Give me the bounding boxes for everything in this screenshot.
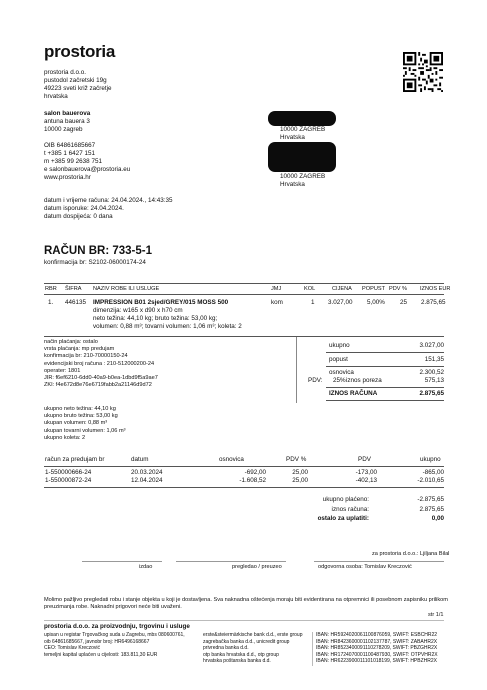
issued-label: izdao xyxy=(139,564,153,570)
delivery-country: Hrvatska xyxy=(280,134,305,141)
col-header: IZNOS EUR xyxy=(420,286,451,292)
col-header: JMJ xyxy=(271,286,282,292)
company-logo: prostoria xyxy=(44,42,115,61)
reviewed-label: pregledao / preuzeo xyxy=(232,564,282,570)
customer-city: 10000 zagreb xyxy=(44,126,83,133)
weight-line: ukupan volumen: 0,88 m³ xyxy=(44,420,108,427)
payment-line: ZKI: f4e672d8e76e6719fabb2a21146d9d72 xyxy=(44,382,152,389)
payment-line: način plaćanja: ostalo xyxy=(44,339,98,345)
weight-line: ukupno neto težina: 44,10 kg xyxy=(44,406,116,412)
customer-block xyxy=(44,110,130,182)
responsible-person: odgovorna osoba: Tomislav Kreczović xyxy=(318,564,412,570)
item-vat: 25 xyxy=(400,299,408,306)
remaining-value: 0,00 xyxy=(431,515,444,522)
due-date: datum dospijeća: 0 dana xyxy=(44,213,113,220)
customer-phone: t +385 1 6427 151 xyxy=(44,150,95,157)
bank-name: zagrebačka banka d.d., unicredit group xyxy=(203,638,290,645)
customer-street: antuna bauera 3 xyxy=(44,118,90,125)
iban-line: IBAN: HR6223900011101018199, SWIFT: HPBZHR2X xyxy=(316,658,437,665)
page-number: str 1/1 xyxy=(428,612,444,618)
prepay-cell: -692,00 xyxy=(244,469,266,476)
payment-line: JIR: f6ef6210-6dd0-40a9-b0ea-1dbd9f5a9ae7 xyxy=(44,375,158,382)
company-signatory: za prostoria d.o.o.: Ljiljana Bilal xyxy=(372,551,450,557)
customer-mobile: m +385 99 2638 751 xyxy=(44,158,102,165)
col-header: KOL xyxy=(304,286,316,292)
delivery-address-2 xyxy=(280,173,325,189)
col-header: POPUST xyxy=(362,286,386,292)
payment-line: konfirmacija br: 210-70000150-24 xyxy=(44,353,128,360)
vat-rate: 25% xyxy=(333,377,346,384)
amount-label: iznos računa: xyxy=(331,506,369,513)
bank-name: otp banka hrvatska d.d., otp group xyxy=(203,651,279,658)
footer-company-info xyxy=(44,632,185,658)
item-code: 446135 xyxy=(65,299,87,306)
summary-label: osnovica xyxy=(329,369,354,376)
customer-email: e salonbauerova@prostoria.eu xyxy=(44,166,131,173)
summary-value: 575,13 xyxy=(424,377,444,384)
prepay-cell: -2.010,65 xyxy=(417,477,444,484)
company-country: hrvatska xyxy=(44,93,68,100)
redacted-name xyxy=(268,111,336,126)
item-name: IMPRESSION B01 2sjed/GREY/015 MOSS 500 xyxy=(93,299,229,306)
customer-name: salon bauerova xyxy=(44,110,91,117)
col-header: NAZIV ROBE ILI USLUGE xyxy=(93,286,160,292)
item-dimensions: dimenzija: w165 x d90 x h70 cm xyxy=(93,307,183,314)
item-price: 3.027,00 xyxy=(328,299,353,306)
prepay-cell: -865,00 xyxy=(422,469,444,476)
bank-name: hrvatska poštanska banka d.d. xyxy=(203,658,271,665)
footer-line: oib 64861685667, javnobr broj: HR6496168667 xyxy=(44,638,150,645)
col-header: PDV xyxy=(358,456,371,463)
col-header: ŠIFRA xyxy=(65,286,82,292)
payment-line: operater: 1801 xyxy=(44,367,81,374)
item-weight: neto težina: 44,10 kg; bruto težina: 53,00 kg; xyxy=(93,315,218,322)
paid-label: ukupno plaćeno: xyxy=(322,496,369,503)
delivery-city: 10000 ZAGREB xyxy=(280,126,326,133)
prepay-cell: 20.03.2024 xyxy=(131,469,163,476)
iban-line: IBAN: HR8423600001102137787, SWIFT: ZABAHR2X xyxy=(316,638,438,645)
prepay-cell: 25,00 xyxy=(292,469,308,476)
amount-value: 2.875,65 xyxy=(419,506,444,513)
qr-code xyxy=(403,52,443,92)
item-unit: kom xyxy=(271,299,283,306)
customer-oib: OIB 64861685667 xyxy=(44,142,96,149)
delivery-country: Hrvatska xyxy=(280,181,305,188)
col-header: PDV % xyxy=(286,456,307,463)
col-header: CIJENA xyxy=(332,286,352,292)
bank-name: privredna banka d.d. xyxy=(203,645,249,652)
col-header: RBR xyxy=(45,286,57,292)
paid-value: -2.875,65 xyxy=(417,496,444,503)
invoice-title: RAČUN BR: 733-5-1 xyxy=(44,245,152,257)
delivery-city: 10000 ZAGREB xyxy=(280,173,326,180)
footer-heading: prostoria d.o.o. za proizvodnju, trgovinu i usluge xyxy=(44,623,190,630)
prepay-cell: -173,00 xyxy=(355,469,377,476)
prepay-cell: 12.04.2024 xyxy=(131,477,163,484)
confirmation-number: konfirmacija br: S2102-06000174-24 xyxy=(44,259,146,266)
total-value: 2.875,65 xyxy=(419,390,444,397)
payment-line: evidencijski broj računa : 210-512000200-24 xyxy=(44,360,155,367)
notice xyxy=(44,597,448,611)
summary-value: 3.027,00 xyxy=(419,342,444,349)
redacted-address xyxy=(268,142,336,172)
item-qty: 1 xyxy=(311,299,315,306)
weight-line: ukupan tovarni volumen: 1,06 m³ xyxy=(44,427,126,434)
prepay-cell: 1-550000666-24 xyxy=(45,469,92,476)
col-header: osnovica xyxy=(219,456,244,463)
summary-value: 151,35 xyxy=(424,356,444,363)
summary-label: iznos poreza xyxy=(346,377,382,384)
col-header: ukupno xyxy=(420,456,441,463)
prepay-cell: -402,13 xyxy=(355,477,377,484)
bank-name: erste&steiermärkische bank d.d., erste group xyxy=(203,632,303,638)
weight-line: ukupno bruto težina: 53,00 kg xyxy=(44,413,118,420)
prepay-cell: 1-550000872-24 xyxy=(45,477,92,484)
item-volume: volumen: 0,88 m³; tovarni volumen: 1,06 m³; koleta: 2 xyxy=(93,323,242,330)
notice-line: Molimo pažljivo pregledati robu i stanje objekta u koji je dostavljena. Sva naknadna oštećenja moraju biti evidentirana na otpremnici ili posebnom zapisniku prilikom xyxy=(44,597,448,603)
remaining-label: ostalo za uplatiti: xyxy=(317,515,369,522)
company-address xyxy=(44,69,112,101)
prepay-cell: -1.608,52 xyxy=(239,477,266,484)
total-label: IZNOS RAČUNA xyxy=(329,390,378,397)
col-header: PDV % xyxy=(389,286,408,292)
delivery-date: datum isporuke: 24.04.2024. xyxy=(44,205,124,212)
dates-block xyxy=(44,197,172,221)
issue-date: datum i vrijeme računa: 24.04.2024., 14:43:35 xyxy=(44,197,173,204)
item-discount: 5,00% xyxy=(367,299,385,306)
summary-label: ukupno xyxy=(329,342,350,349)
summary-label: popust xyxy=(329,356,348,363)
item-amount: 2.875,65 xyxy=(421,299,446,306)
delivery-address-1 xyxy=(280,126,325,142)
company-address-line: 49223 sveti križ začretje xyxy=(44,85,112,92)
notice-line: preuzimanja robe. Naknadni prigovori neće biti uvaženi. xyxy=(44,604,182,611)
col-header: račun za predujam br xyxy=(45,456,105,463)
weight-line: ukupno koleta: 2 xyxy=(44,434,86,441)
customer-website: www.prostoria.hr xyxy=(44,174,91,181)
company-address-line: pustodol začretski 19g xyxy=(44,77,107,84)
iban-line: IBAN: HR8523400091110278209, SWIFT: PBZGHR2X xyxy=(316,645,438,652)
prepay-cell: 25,00 xyxy=(292,477,308,484)
footer-banks xyxy=(203,632,303,665)
vat-label: PDV: xyxy=(308,377,323,384)
payment-info xyxy=(44,339,158,389)
footer-line: temeljni kapital uplaćen u cijelosti: 183.811,30 EUR xyxy=(44,651,158,658)
footer-ibans xyxy=(316,632,438,665)
iban-line: IBAN: HR5924020061100876059, SWIFT: ESBCHR22 xyxy=(316,632,438,638)
weights-block xyxy=(44,406,125,442)
payment-line: vrsta plaćanja: mp predujam xyxy=(44,346,115,353)
summary-value: 2.300,52 xyxy=(419,369,444,376)
col-header: datum xyxy=(131,456,149,463)
company-name: prostoria d.o.o. xyxy=(44,69,87,76)
footer-line: upisan u registar Trgovačkog suda u Zagrebu, mbs 080600761, xyxy=(44,632,185,638)
footer-line: CEO: Tomislav Kreczović xyxy=(44,645,101,652)
iban-line: IBAN: HR1724070001100487930, SWIFT: OTPVHR2X xyxy=(316,651,438,658)
row-number: 1. xyxy=(48,299,54,306)
